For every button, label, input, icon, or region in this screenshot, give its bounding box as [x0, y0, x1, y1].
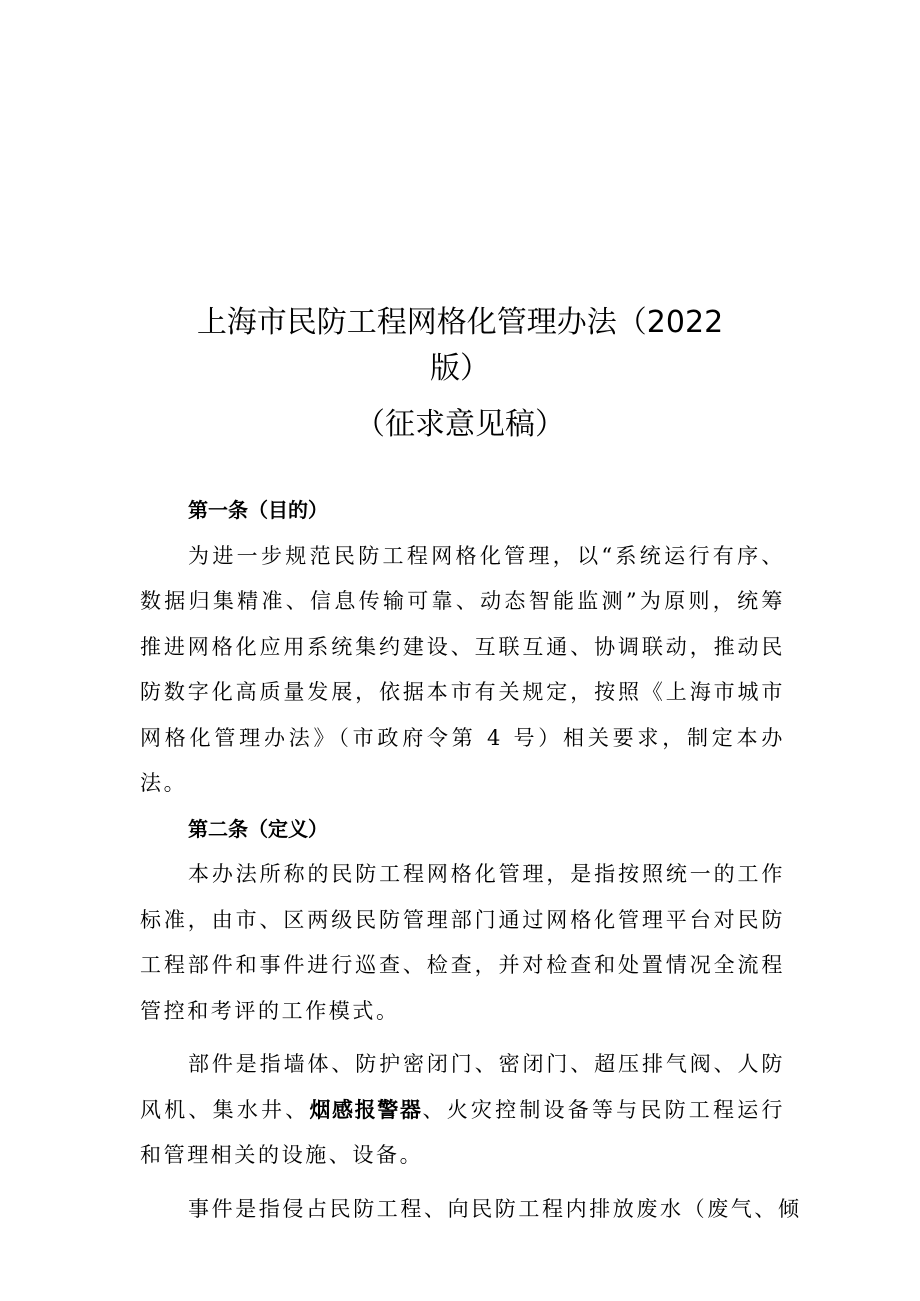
- article-2-paragraph-3: 事件是指侵占民防工程、向民防工程内排放废水（废气、倾: [188, 1196, 802, 1221]
- document-title-line-1: 上海市民防工程网格化管理办法（2022: [196, 305, 724, 340]
- document-body: [140, 488, 802, 1232]
- document-subtitle: （征求意见稿）: [355, 407, 565, 442]
- article-2-paragraph-1: 本办法所称的民防工程网格化管理，是指按照统一的工作标准，由市、区两级民防管理部门通过网格化管理平台对民防工程部件和事件进行巡查、检查，并对检查和处置情况全流程管控和考评的工作模式。: [140, 862, 785, 1023]
- article-2-paragraph-2-bold-term: 烟感报警器: [309, 1097, 423, 1122]
- article-2-paragraph-2-text-before: 部件是指墙体、防护密闭门、密闭门、超压排气阀、人防风机、集水井、: [140, 1052, 785, 1122]
- article-1-heading: 第一条（目的）: [188, 498, 328, 522]
- document-title-line-2: 版）: [430, 351, 490, 386]
- document-title-block: [140, 300, 780, 448]
- article-1-paragraph: 为进一步规范民防工程网格化管理，以“系统运行有序、数据归集精准、信息传输可靠、动态智能监测”为原则，统筹推进网格化应用系统集约建设、互联互通、协调联动，推动民防数字化高质量发展，依据本市有关规定，按照《上海市城市网格化管理办法》（市政府令第 4 号）相关要求，制定本办法。: [140, 543, 785, 795]
- article-2-paragraph-2-text-after: 、火灾控制设备等与民防工程运行和管理相关的设施、设备。: [140, 1097, 786, 1167]
- article-2-paragraph-2: [140, 1042, 785, 1179]
- article-2-heading: 第二条（定义）: [188, 816, 328, 841]
